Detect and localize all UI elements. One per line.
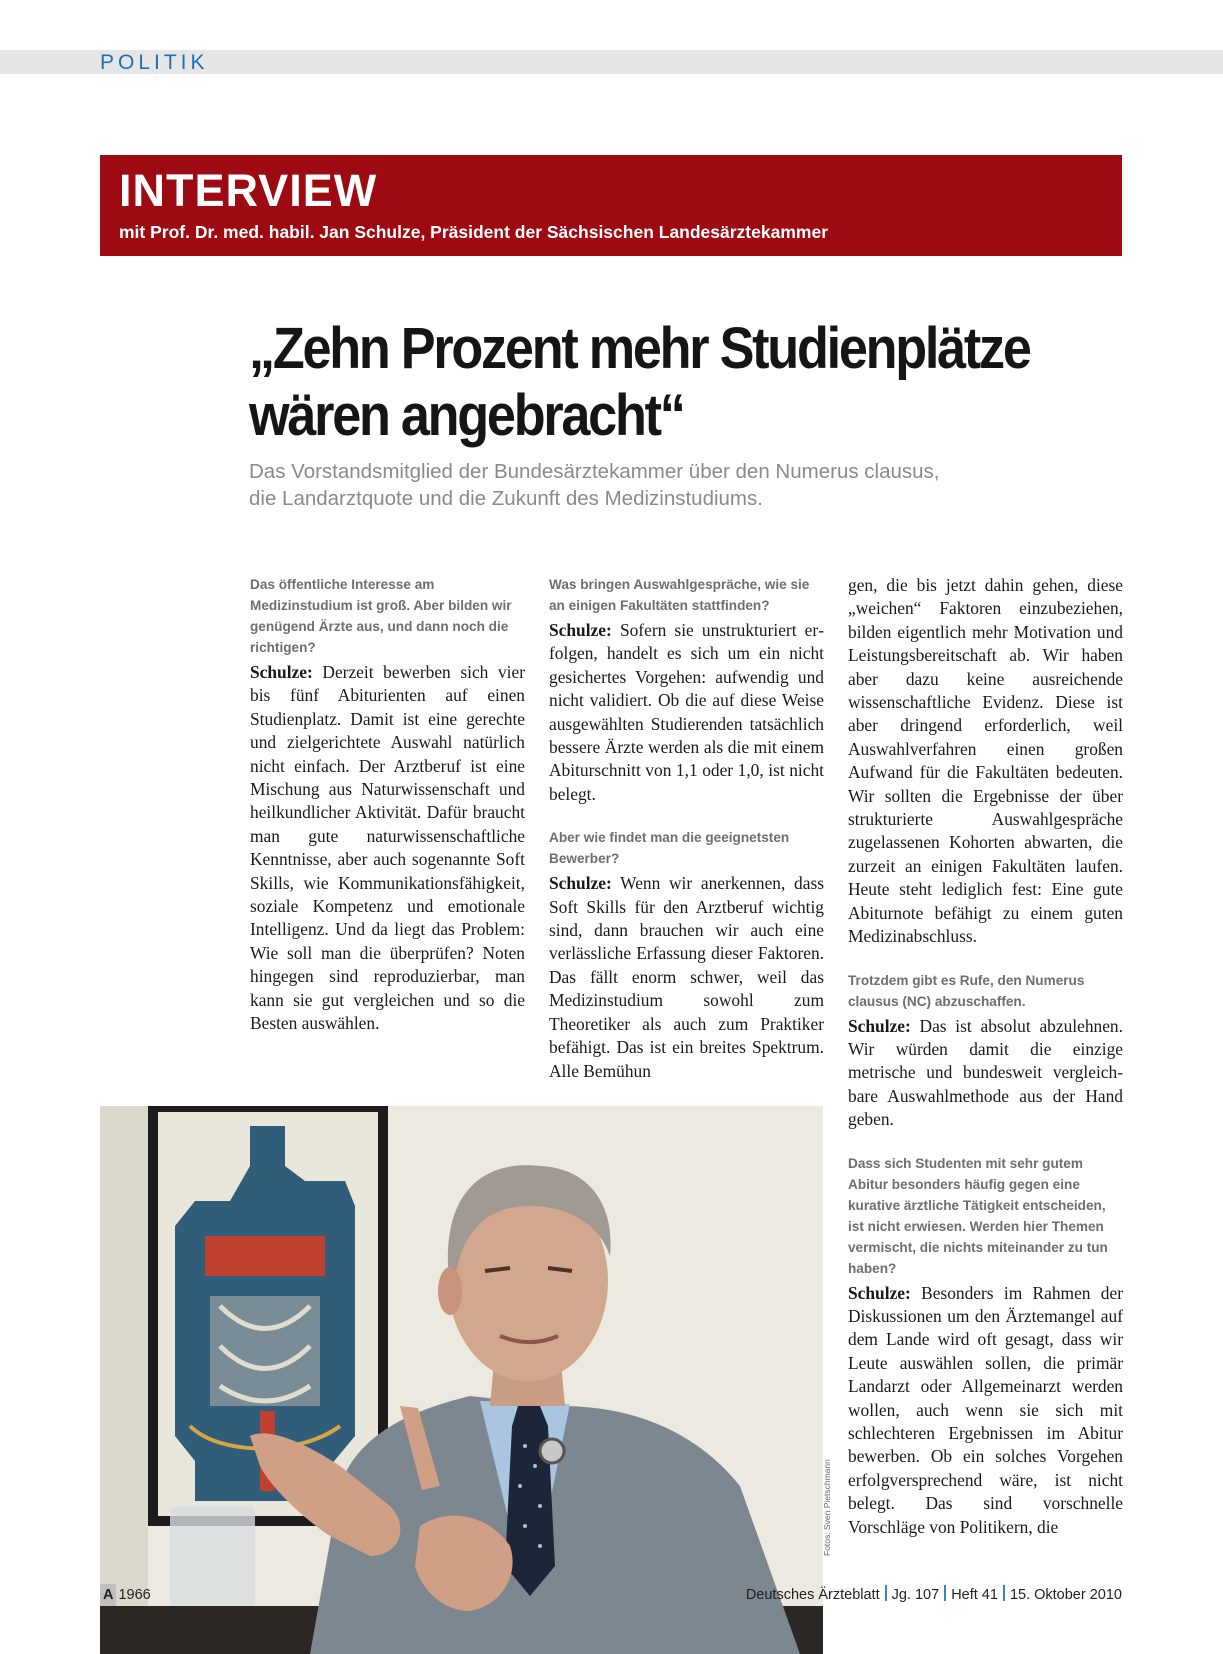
interview-banner bbox=[100, 155, 1122, 256]
speaker-label: Schulze: bbox=[549, 620, 612, 640]
answer bbox=[250, 661, 525, 1036]
portrait-illustration bbox=[100, 1106, 823, 1654]
speaker-label: Schulze: bbox=[848, 1015, 911, 1036]
headline-line-2: wären angebracht“ bbox=[249, 383, 684, 448]
question: Das öffentliche Interesse am Medizinstudium ist groß. Aber bilden wir genügend Ärzte aus, und dann noch die richtigen? bbox=[250, 577, 512, 655]
banner-title: INTERVIEW bbox=[119, 165, 378, 216]
journal-volume: Jg. 107 bbox=[891, 1587, 940, 1603]
column-2 bbox=[549, 574, 824, 1083]
page-number: 1966 bbox=[118, 1587, 151, 1603]
question: Aber wie findet man die geeignetsten Bewerber? bbox=[549, 830, 790, 867]
question: Dass sich Studenten mit sehr gutem Abitur besonders häufig gegen eine kurative ärztliche Tätigkeit entscheiden, ist nicht erwiesen. Werden hier Themen vermischt, die nichts miteinander zu tun haben? bbox=[848, 1155, 1108, 1276]
answer bbox=[549, 619, 824, 806]
column-1 bbox=[250, 574, 525, 1036]
answer bbox=[848, 1282, 1123, 1539]
headline bbox=[249, 315, 1059, 449]
answer-continuation: gen, die bis jetzt dahin gehen, diese „weichen“ Faktoren einzubeziehen, bilden eigentlich mehr Motivation und Leistungsbereitschaft ab. Wir haben aber dazu keine ausreichende wissenschaftliche Evidenz. Diese ist aber dringend erforderlich, weil Auswahlverfahren einen großen Aufwand für die Fakultäten bedeuten. Wir sollten die Ergebnisse der über strukturierte Auswahlgespräche zugelassenen Kohorten abwarten, die zurzeit an einigen Fakultäten laufen. Heute steht lediglich fest: Eine gute Abiturnote befähigt zu einem guten Medizinabschluss. bbox=[848, 575, 1123, 947]
footer-journal bbox=[746, 1584, 1122, 1606]
footer-page bbox=[100, 1584, 151, 1606]
answer-text: Sofern sie unstrukturiert erfolgen, handelt es sich um ein nicht gesichertes Vorgehen: aufwendig und nicht validiert. Ob die auf diese Weise ausgewählten Studierenden tatsächlich bessere Ärzte werden als die mit einem Abiturschnitt von 1,1 oder 1,0, ist nicht belegt. bbox=[549, 620, 824, 804]
deck-line-1: Das Vorstandsmitglied der Bundesärztekammer über den Numerus clausus, bbox=[249, 460, 940, 483]
column-3 bbox=[848, 574, 1123, 1539]
deck-line-2: die Landarztquote und die Zukunft des Medizinstudiums. bbox=[249, 487, 763, 510]
answer-text: Besonders im Rahmen der Diskussionen um den Ärztemangel auf dem Lande wird oft gesagt, dass wir Leute auswählen sollen, die primär Landarzt oder Allgemeinarzt werden wollen, auch wenn sie sich mit schlechteren Ergebnissen im Abitur bewerben. Ob ein solches Vorgehen erfolgversprechend wäre, ist nicht belegt. Das sind vorschnelle Vorschläge von Politikern, die bbox=[848, 1282, 1123, 1537]
question: Was bringen Auswahlgespräche, wie sie an einigen Fakultäten stattfinden? bbox=[549, 577, 810, 613]
answer bbox=[549, 872, 824, 1083]
answer-text: Wenn wir anerkennen, dass Soft Skills für den Arztberuf wichtig sind, dann brauchen wir auch eine verlässliche Erfassung dieser Faktoren. Das fällt enorm schwer, weil das Medizinstudium sowohl zum Theoretiker als auch zum Praktiker befähigt. Das ist ein breites Spektrum. Alle Bemühun bbox=[549, 873, 824, 1081]
journal-issue: Heft 41 bbox=[951, 1587, 998, 1603]
photo-credit: Fotos: Sven Pietschmann bbox=[822, 1459, 832, 1556]
footer-a-mark: A bbox=[100, 1584, 116, 1606]
answer-text: Derzeit bewerben sich vier bis fünf Abiturienten auf einen Studienplatz. Damit ist eine gerechte und zielgerichtete Auswahl natürlich nicht einfach. Der Arztberuf ist eine Mischung aus Naturwissenschaft und heilkundlicher Aktivität. Dafür braucht man gute naturwissenschaftliche Kenntnisse, aber auch sogenannte Soft Skills, wie Kommunikationsfähigkeit, soziale Kompetenz und emotionale Intelligenz. Und da liegt das Problem: Wie soll man die überprüfen? Noten hingegen sind reproduzierbar, man kann sie gut vergleichen und so die Besten auswählen. bbox=[250, 662, 525, 1034]
section-label: POLITIK bbox=[100, 51, 209, 74]
question: Trotzdem gibt es Rufe, den Numerus clausus (NC) abzuschaffen. bbox=[848, 972, 1085, 1009]
answer bbox=[848, 1015, 1123, 1132]
speaker-label: Schulze: bbox=[549, 873, 612, 894]
deck bbox=[249, 458, 1109, 512]
journal-date: 15. Oktober 2010 bbox=[1009, 1587, 1122, 1603]
section-bar bbox=[0, 50, 1223, 74]
journal-name: Deutsches Ärzteblatt bbox=[745, 1587, 880, 1603]
banner-subtitle: mit Prof. Dr. med. habil. Jan Schulze, Präsident der Sächsischen Landesärztekammer bbox=[119, 222, 828, 242]
answer-text: Das ist absolut abzulehnen. Wir würden damit die einzige metrische und bundesweit vergleichbare Auswahlmethode aus der Hand geben. bbox=[848, 1015, 1123, 1130]
speaker-label: Schulze: bbox=[848, 1282, 911, 1303]
headline-line-1: „Zehn Prozent mehr Studienplätze bbox=[249, 316, 1030, 381]
portrait-photo bbox=[100, 1106, 823, 1654]
speaker-label: Schulze: bbox=[250, 662, 313, 682]
